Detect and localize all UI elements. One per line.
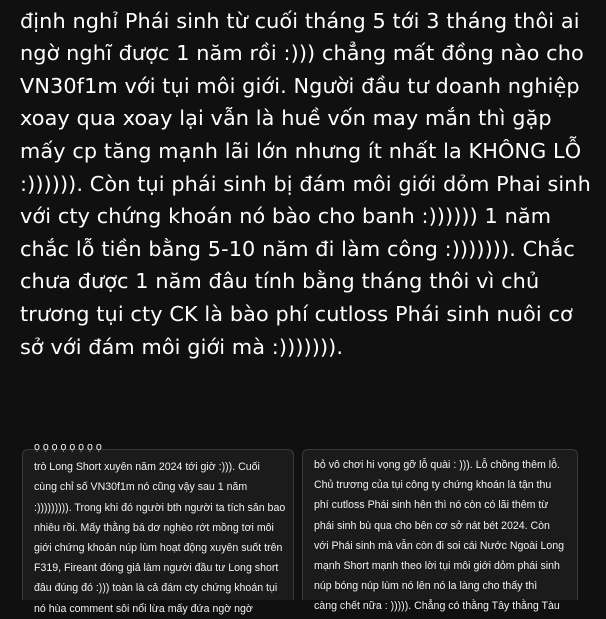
attachment-left-line: :))))))))). Trong khi đó người bth người ta tích sản bao <box>34 501 286 514</box>
attachment-left-line: F319, Fireant đóng giả làm người đầu tư Long short <box>34 562 279 575</box>
attachment-left-line: ọ ọ ọ ọ ọ ọ ọ ọ <box>34 441 102 453</box>
attachment-right-line: phái sinh bù qua cho bên cơ sở nát bét 2024. Còn <box>314 519 550 532</box>
post-text-line: chưa được 1 năm đâu tính bằng tháng thôi vì chủ <box>20 269 540 294</box>
post-text-line: trương tụi cty CK là bào phí cutloss Phái sinh nuôi cơ <box>20 301 573 326</box>
post-text-line: ngờ nghĩ được 1 năm rồi :))) chẳng mất đồng nào cho <box>20 41 584 66</box>
attachment-left-line: cùng chỉ số VN30f1m nó cũng vậy sau 1 năm <box>34 481 248 494</box>
post-text-line: VN30f1m với tụi môi giới. Người đầu tư doanh nghiệp <box>20 73 580 98</box>
post-body-text <box>20 0 591 363</box>
post-text-line: định nghỉ Phái sinh từ cuối tháng 5 tới 3 tháng thôi ai <box>20 8 580 33</box>
attachment-right-line: Chủ trương của tụi công ty chứng khoán là tận thu <box>314 479 552 492</box>
attachment-left-line: nhiêu rồi. Mấy thằng bá dơ nghèo rớt mồng tơi môi <box>34 521 274 534</box>
post-text-line <box>20 0 580 5</box>
attachment-left-line: giới chứng khoán núp lùm hoạt động xuyên suốt trên <box>34 542 283 555</box>
attachment-left-text <box>34 437 287 619</box>
post-text-line: xoay qua xoay lại vẫn là huề vốn may mắn thì gặp <box>20 106 552 131</box>
attachment-image-left[interactable] <box>22 441 294 615</box>
post-text-line: :)))))). Còn tụi phái sinh bị đám môi giới dỏm Phai sinh <box>20 171 591 196</box>
attachment-right-line: núp bóng núp lùm nó lên nó la làng cho thấy thì <box>314 580 538 593</box>
post-text-line: với cty chứng khoán nó bào cho banh :)))))) 1 năm <box>20 204 552 229</box>
attachment-image-right[interactable] <box>302 449 578 613</box>
attachment-left-line: đâu đúng đó :))) toàn là cả đám cty chứng khoán tụi <box>34 582 278 595</box>
attachment-right-line: mạnh Short mạnh theo lời tụi môi giới dỏm phái sinh <box>314 560 560 573</box>
post-text-line: sở với đám môi giới mà :))))))). <box>20 334 344 359</box>
attachments-row <box>22 441 578 615</box>
attachment-left-line: nó hùa comment sôi nổi lừa mấy đứa ngờ ngờ <box>34 602 253 615</box>
attachment-right-line: phí cutloss Phái sinh hên thì nó còn có lãi thêm từ <box>314 499 549 512</box>
attachment-right-line: bỏ vô chơi hi vọng gỡ lỗ quài : ))). Lỗ chồng thêm lỗ. <box>314 459 560 471</box>
post-text-line: mấy cp tăng mạnh lãi lớn nhưng ít nhất la KHÔNG LỖ <box>20 138 582 163</box>
post-text-line: chắc lỗ tiền bằng 5-10 năm đi làm công :))))))). Chắc <box>20 236 575 261</box>
attachment-right-line: với Phái sinh mà vẫn còn đi soi cái Nước Ngoài Long <box>314 539 565 552</box>
attachment-right-text <box>314 455 571 617</box>
attachment-right-line: càng chết nữa : ))))). Chẳng có thằng Tây thằng Tàu <box>314 600 560 613</box>
attachment-left-line: trò Long Short xuyên năm 2024 tới giờ :))). Cuối <box>34 461 260 474</box>
